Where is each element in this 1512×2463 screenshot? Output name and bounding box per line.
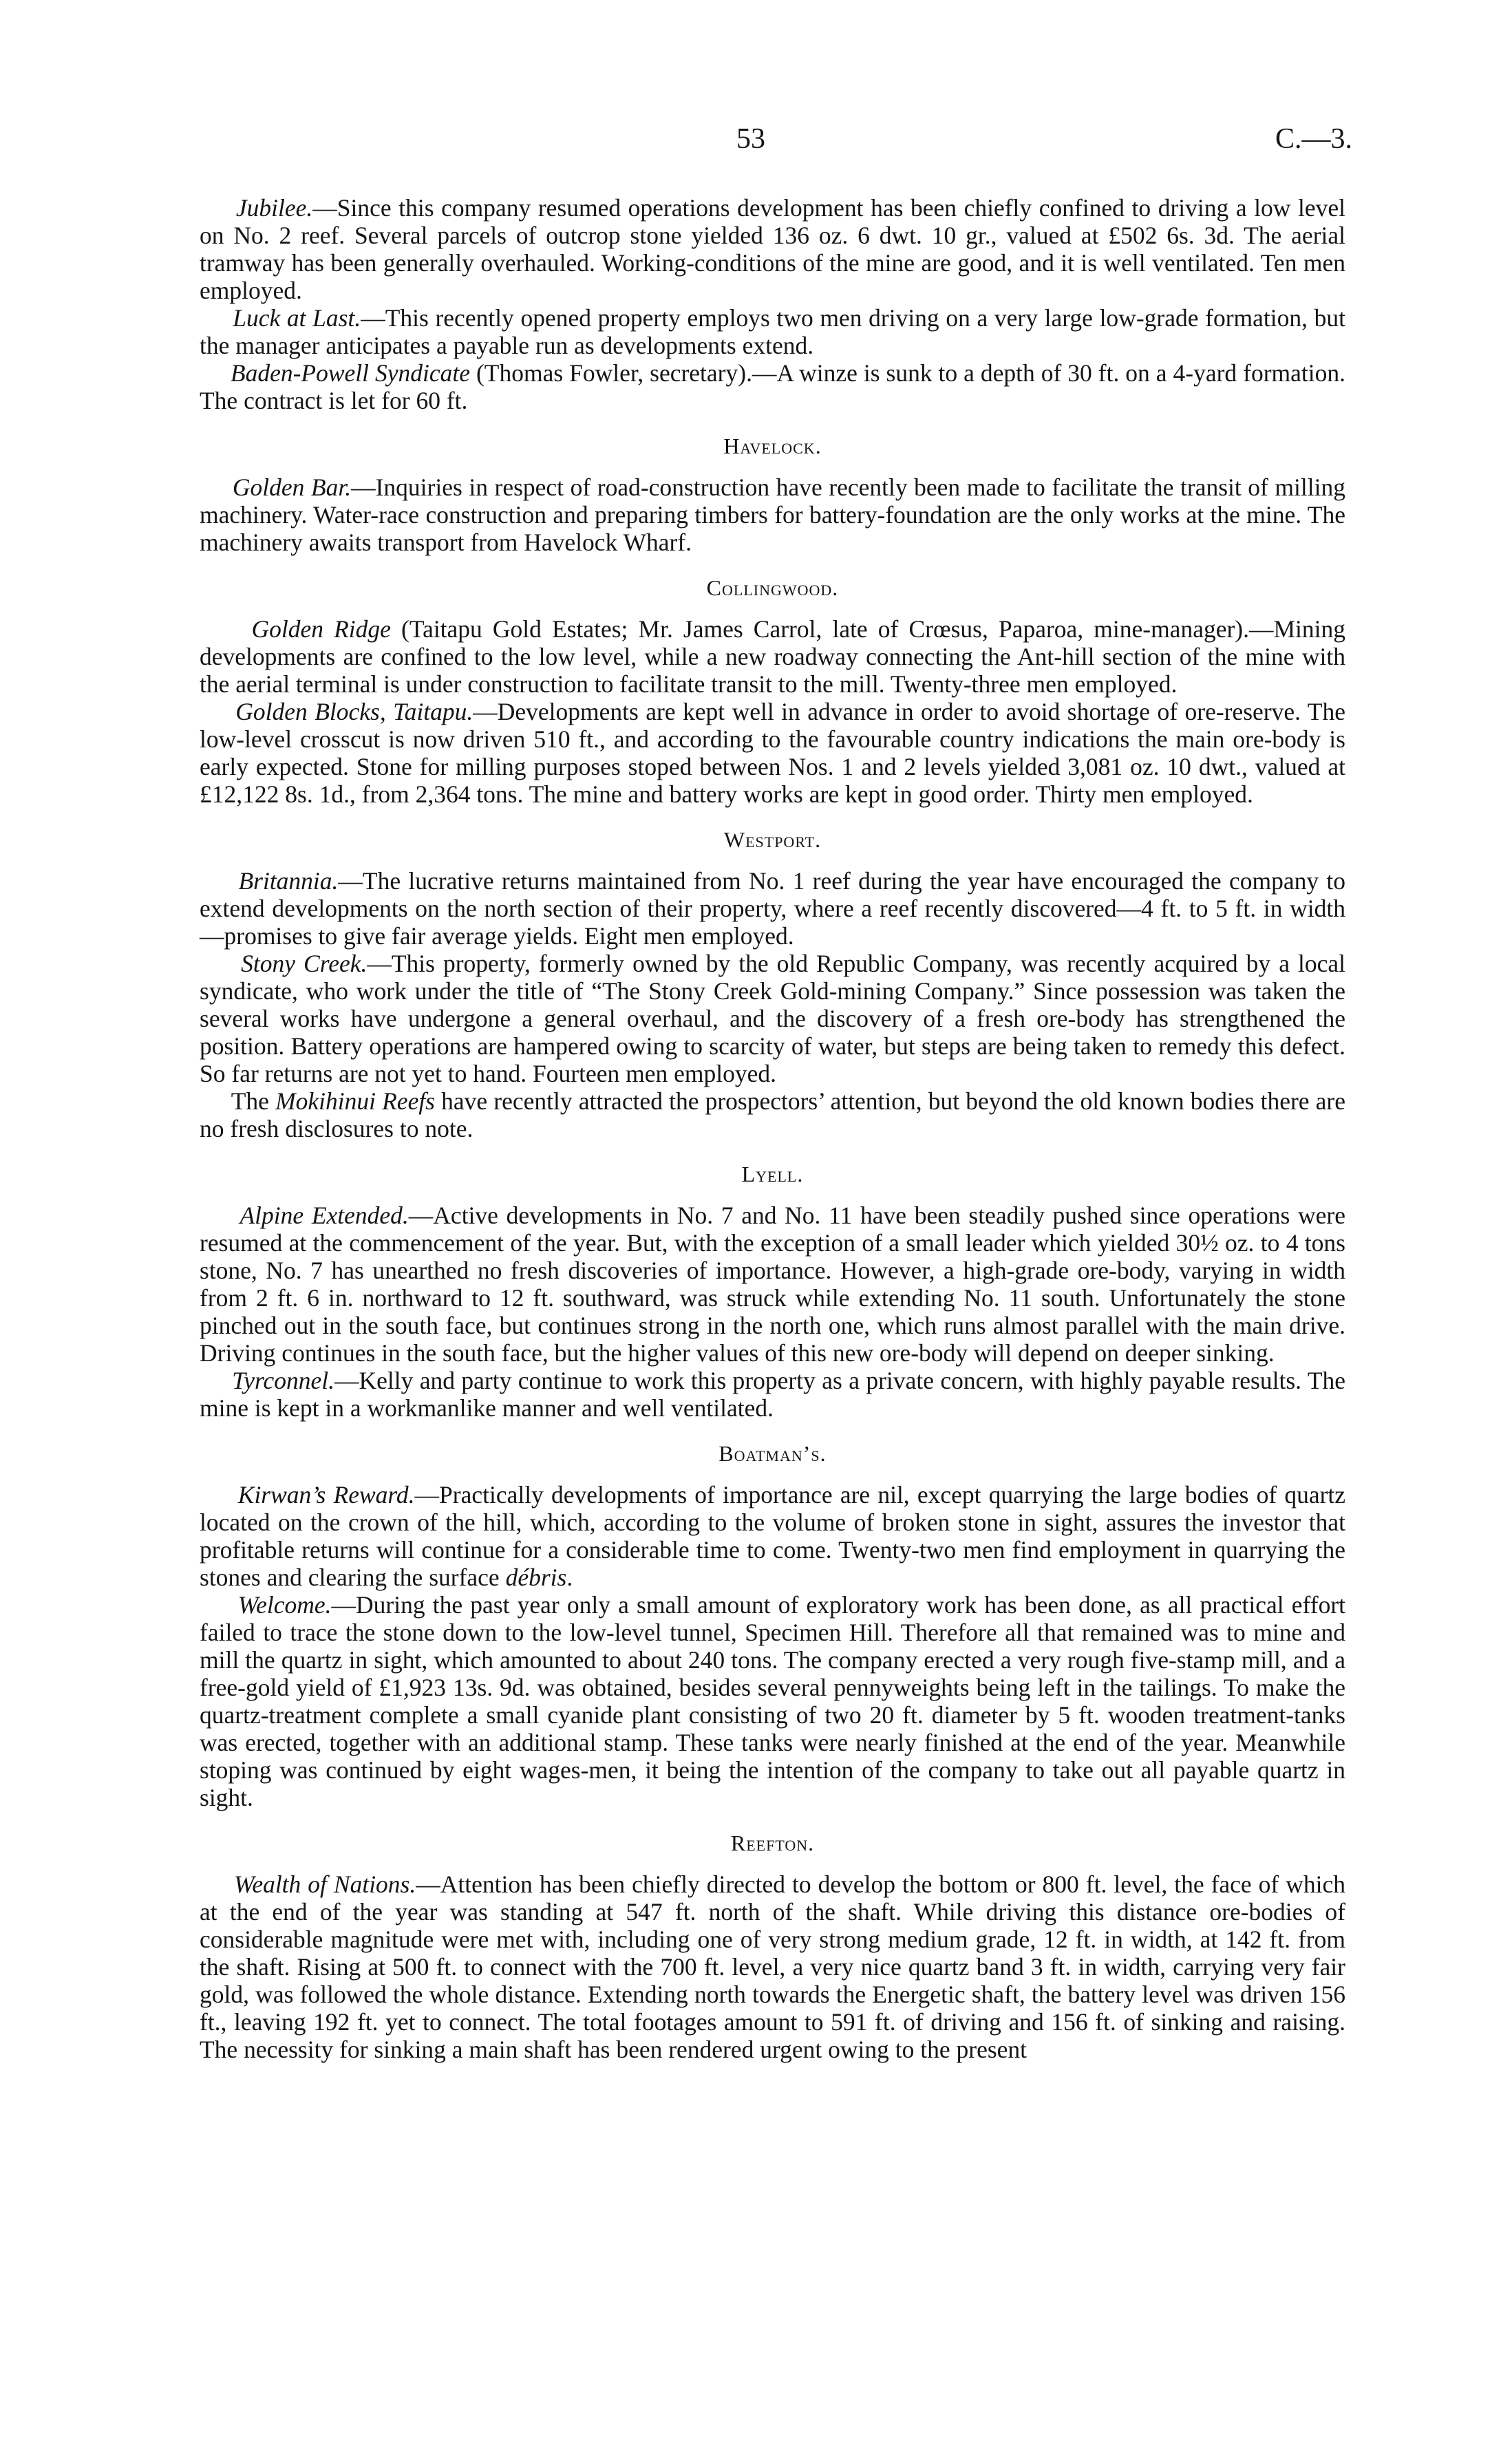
body-text [200,194,1345,2063]
paragraph-text: —This property, formerly owned by the old Republic Company, was recently acquired by a local syndicate, who work under the title of “The Stony Creek Gold-mining Company.” Since possession was taken the several works have undergone a general overhaul, and the discovery of a fresh ore-body has strengthened the position. Battery operations are hampered owing to scarcity of water, but steps are being taken to remedy this defect. So far returns are not yet to hand. Fourteen men employed. [200,950,1345,1087]
debris-tail: . [566,1564,573,1591]
mine-name: Kirwan’s Reward. [237,1481,415,1508]
section-heading-collingwood: Collingwood. [706,575,839,600]
section-heading-lyell: Lyell. [741,1162,804,1186]
paragraph-kirwans-reward [200,1481,1345,1591]
mine-name: Baden-Powell Syndicate [230,359,470,387]
mine-name: Mokihinui Reefs [275,1087,435,1115]
paragraph-wealth-of-nations [200,1870,1345,2063]
paragraph-britannia [200,867,1345,950]
paragraph-text: have recently attracted the prospectors’ attention, but beyond the old known bodies there are no fresh disclosures to note. [200,1087,1346,1142]
paragraph-text: —Active developments in No. 7 and No. 11 have been steadily pushed since operations were resumed at the commencement of the year. But, with the exception of a small leader which yielded 30½ oz. to 4 tons stone, No. 7 has unearthed no fresh discoveries of importance. However, a high-grade ore-body, varying in width from 2 ft. 6 in. northward to 12 ft. southward, was struck while extending No. 11 south. Unfortunately the stone pinched out in the south face, but continues strong in the north one, which runs almost parallel with the main drive. Driving continues in the south face, but the higher values of this new ore-body will depend on deeper sinking. [200,1202,1345,1367]
paragraph-text: —The lucrative returns maintained from No. 1 reef during the year have encouraged the company to extend developments on the north section of their property, where a reef recently discovered—4 ft. to 5 ft. in width—promises to give fair average yields. Eight men employed. [200,867,1345,950]
paragraph-text: —During the past year only a small amount of exploratory work has been done, as all practical effort failed to trace the stone down to the low-level tunnel, Specimen Hill. Therefore all that remained was to mine and mill the quartz in sight, which amounted to about 240 tons. The company erected a very rough five-stamp mill, and a free-gold yield of £1,923 13s. 9d. was obtained, besides several pennyweights being left in the tailings. To make the quartz-treatment complete a small cyanide plant consisting of two 20 ft. diameter by 5 ft. wooden treatment-tanks was erected, together with an additional stamp. These tanks were nearly finished at the end of the year. Meanwhile stoping was continued by eight wages-men, it being the intention of the company to take out all payable quartz in sight. [200,1591,1345,1811]
paragraph-golden-bar [200,473,1345,556]
mine-name: Tyrconnel. [232,1367,334,1394]
paragraph-text: —Kelly and party continue to work this property as a private concern, with highly payable results. The mine is kept in a workmanlike manner and well ventilated. [200,1367,1346,1422]
paragraph-jubilee [200,194,1345,304]
mine-name: Golden Bar. [232,473,352,501]
section-heading-havelock: Havelock. [723,434,822,458]
page-number: 53 [736,123,765,155]
paragraph-text: (Thomas Fowler, secretary).—A winze is sunk to a depth of 30 ft. on a 4-yard formation. The contract is let for 60 ft. [200,359,1346,414]
paragraph-text: —Since this company resumed operations development has been chiefly confined to driving a low level on No. 2 reef. Several parcels of outcrop stone yielded 136 oz. 6 dwt. 10 gr., valued at £502 6s. 3d. The aerial tramway has been generally overhauled. Working-conditions of the mine are good, and it is well ventilated. Ten men employed. [200,194,1345,304]
paragraph-tyrconnel [200,1367,1345,1422]
paragraph-alpine-extended [200,1202,1345,1367]
paragraph-baden-powell [200,359,1345,414]
page-header [200,122,1352,164]
paragraph-text: —Practically developments of importance are nil, except quarrying the large bodies of quartz located on the crown of the hill, which, according to the volume of broken stone in sight, assures the investor that profitable returns will continue for a considerable time to come. Twenty-two men find employment in quarrying the stones and clearing the surface [200,1481,1346,1591]
paragraph-text: (Taitapu Gold Estates; Mr. James Carrol, late of Crœsus, Paparoa, mine-manager).—Mining developments are confined to the low level, while a new roadway connecting the Ant-hill section of the mine with the aerial terminal is under construction to facilitate transit to the mill. Twenty-three men employed. [200,615,1346,698]
paragraph-luck-at-last [200,304,1345,359]
section-heading-westport: Westport. [723,827,822,852]
mine-name: Golden Blocks, Taitapu. [235,698,473,725]
mine-name: Golden Ridge [251,615,391,643]
mine-name: Jubilee. [235,194,313,222]
document-reference: C.—3. [1275,123,1352,155]
paragraph-welcome [200,1591,1345,1811]
mine-name: Alpine Extended. [239,1202,409,1229]
paragraph-text: —Inquiries in respect of road-construction have recently been made to facilitate the transit of milling machinery. Water-race construction and preparing timbers for battery-foundation are the only works at the mine. The machinery awaits transport from Havelock Wharf. [200,473,1346,556]
mine-name: Luck at Last. [233,304,361,332]
mine-name: Britannia. [238,867,339,895]
section-heading-reefton: Reefton. [730,1831,815,1855]
paragraph-golden-blocks [200,698,1345,808]
section-heading-boatmans: Boatman’s. [718,1441,827,1466]
paragraph-text: —Attention has been chiefly directed to develop the bottom or 800 ft. level, the face of which at the end of the year was standing at 547 ft. north of the shaft. While driving this distance ore-bodies of considerable magnitude were met with, including one of very strong medium grade, 12 ft. in width, at 142 ft. from the shaft. Rising at 500 ft. to connect with the 700 ft. level, a very nice quartz band 3 ft. in width, carrying very fair gold, was followed the whole distance. Extending north towards the Energetic shaft, the battery level was driven 156 ft., leaving 192 ft. yet to connect. The total footages amount to 591 ft. of driving and 156 ft. of sinking and raising. The necessity for sinking a main shaft has been rendered urgent owing to the present [200,1870,1345,2063]
paragraph-text-prefix: The [231,1087,276,1115]
mine-name: Wealth of Nations. [234,1870,416,1898]
paragraph-text: —Developments are kept well in advance in order to avoid shortage of ore-reserve. The low-level crosscut is now driven 510 ft., and according to the favourable country indications the main ore-body is early expected. Stone for milling purposes stoped between Nos. 1 and 2 levels yielded 3,081 oz. 10 dwt., valued at £12,122 8s. 1d., from 2,364 tons. The mine and battery works are kept in good order. Thirty men employed. [200,698,1345,808]
paragraph-text: —This recently opened property employs two men driving on a very large low-grade formation, but the manager anticipates a payable run as developments extend. [200,304,1346,359]
paragraph-golden-ridge [200,615,1345,698]
debris-word: débris [505,1564,567,1591]
paragraph-stony-creek [200,950,1345,1087]
mine-name: Stony Creek. [241,950,368,977]
paragraph-mokihinui [200,1087,1345,1142]
mine-name: Welcome. [237,1591,332,1619]
